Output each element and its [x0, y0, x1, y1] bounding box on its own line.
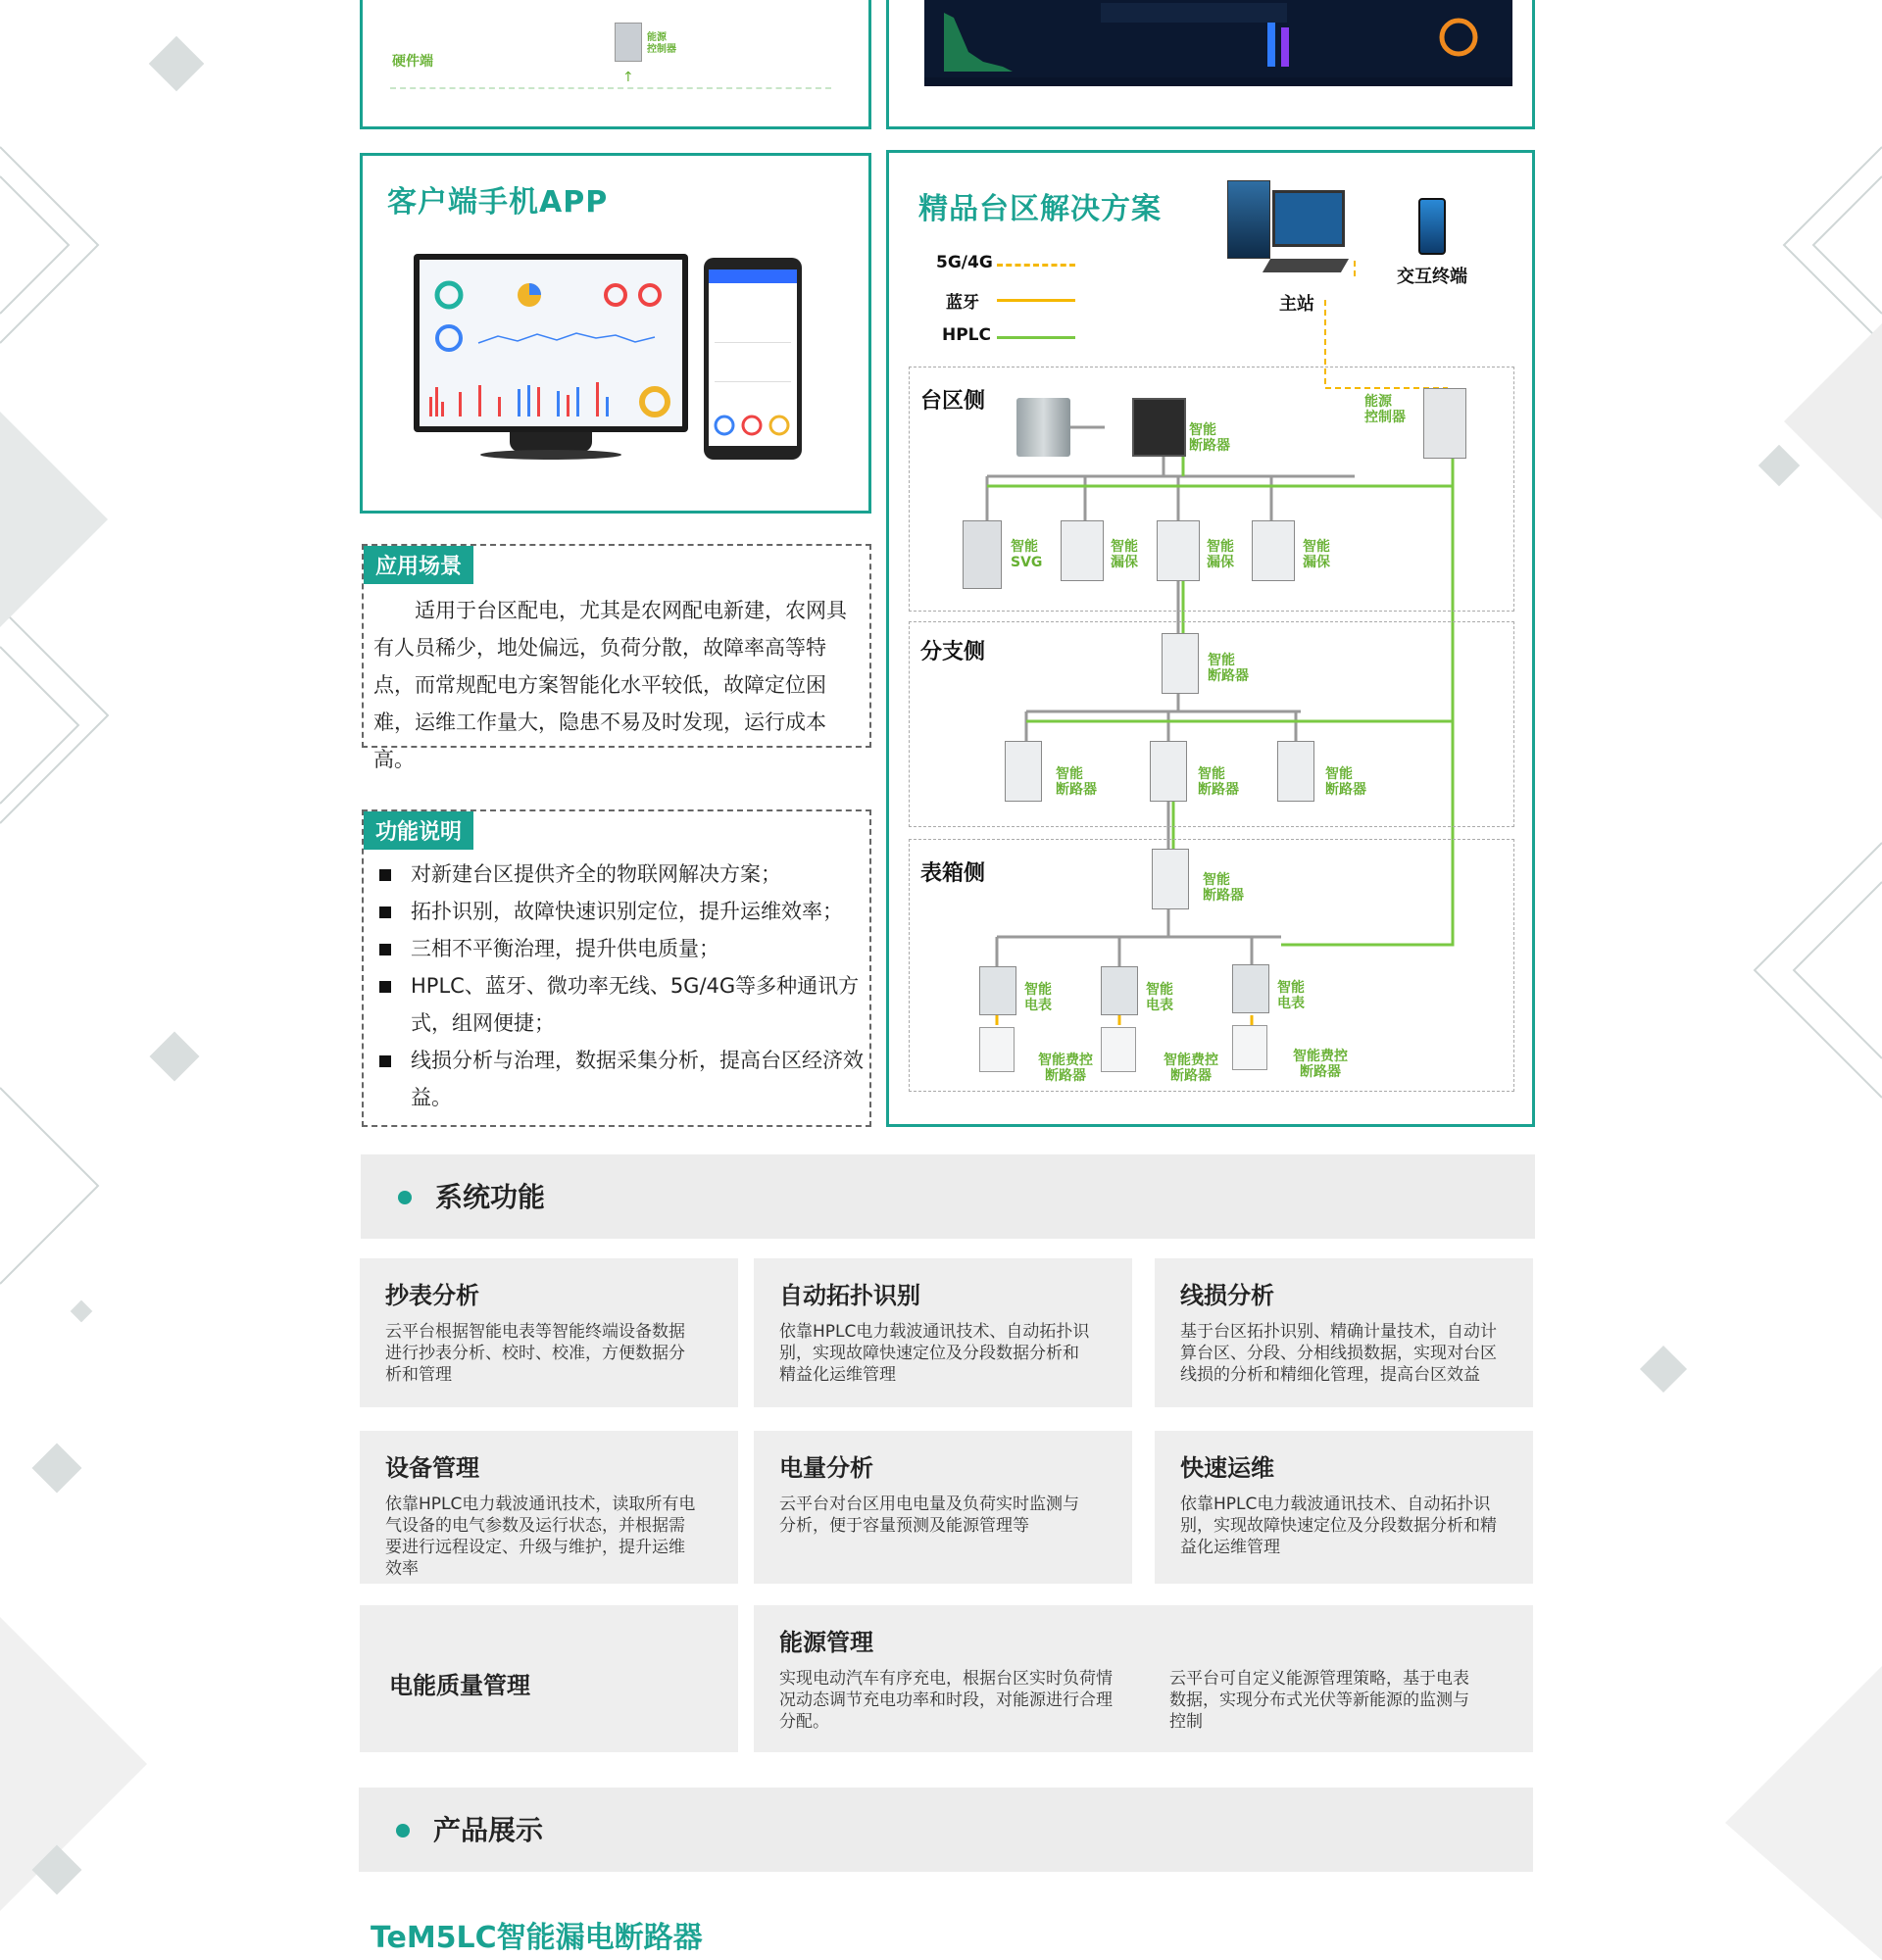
system-functions-header — [361, 1154, 1535, 1239]
box-breaker-label: 智能 断路器 — [1203, 872, 1244, 904]
app-panel-title: 客户端手机APP — [387, 185, 609, 220]
feature-item: 线损分析与治理，数据采集分析，提高台区经济效益。 — [364, 1042, 864, 1116]
function-card-title: 电量分析 — [779, 1454, 873, 1482]
smart-meter-1-icon — [979, 966, 1016, 1015]
function-card-desc: 依靠HPLC电力载波通讯技术，读取所有电气设备的电气参数及运行状态，并根据需要进行远程设定、升级与维护，提升运维效率 — [385, 1494, 696, 1579]
monitor-base — [480, 450, 621, 460]
box-breaker-icon — [1152, 849, 1189, 909]
function-card-desc-2: 云平台可自定义能源管理策略，基于电表数据，实现分布式光伏等新能源的监测与控制 — [1169, 1669, 1469, 1732]
energy-controller-label: 能源 控制器 — [1364, 394, 1406, 425]
monitor-image — [414, 254, 688, 432]
function-card-desc: 依靠HPLC电力载波通讯技术、自动拓扑识别，实现故障快速定位及分段数据分析和精益化运维管理 — [1180, 1494, 1497, 1557]
function-card-wide — [754, 1605, 1533, 1752]
feature-item: HPLC、蓝牙、微功率无线、5G/4G等多种通讯方式，组网便捷； — [364, 967, 864, 1042]
branch-breaker-1-label: 智能 断路器 — [1056, 766, 1097, 798]
feature-item: 三相不平衡治理，提升供电质量； — [364, 930, 864, 967]
branch-breaker-2-label: 智能 断路器 — [1198, 766, 1239, 798]
function-card-desc: 基于台区拓扑识别、精确计量技术，自动计算台区、分段、分相线损数据，实现对台区线损的分析和精细化管理，提高台区效益 — [1180, 1322, 1497, 1385]
function-card-title: 自动拓扑识别 — [779, 1282, 920, 1309]
product-display-header — [359, 1788, 1533, 1872]
feature-item: 拓扑识别，故障快速识别定位，提升运维效率； — [364, 893, 864, 930]
svg-label: 智能 SVG — [1011, 539, 1043, 570]
monitor-screen-graphics — [420, 260, 682, 426]
monitor-stand — [510, 432, 592, 452]
function-card-desc: 云平台对台区用电电量及负荷实时监测与分析，便于容量预测及能源管理等 — [779, 1494, 1079, 1536]
fee-breaker-3-icon — [1232, 1025, 1267, 1070]
app-panel — [360, 153, 871, 514]
features-list — [364, 856, 864, 1116]
zone-taiqu-label: 台区侧 — [920, 389, 986, 414]
function-card — [754, 1258, 1132, 1407]
leakage-3-label: 智能 漏保 — [1303, 539, 1330, 570]
master-station-label: 主站 — [1279, 294, 1314, 315]
function-card — [754, 1431, 1132, 1584]
dashboard-panel — [886, 0, 1535, 129]
smart-meter-3-label: 智能 电表 — [1277, 980, 1305, 1011]
function-card — [1155, 1431, 1533, 1584]
energy-controller-icon — [1423, 388, 1466, 459]
zone-fenzhi-label: 分支侧 — [920, 640, 986, 664]
smart-meter-2-label: 智能 电表 — [1146, 982, 1173, 1013]
bullet-dot-icon — [398, 1191, 412, 1204]
scenario-tag: 应用场景 — [364, 546, 473, 584]
smart-meter-1-label: 智能 电表 — [1024, 982, 1052, 1013]
function-card-title: 电能质量管理 — [389, 1672, 530, 1699]
energy-controller-device — [615, 23, 642, 62]
transformer-icon — [1016, 398, 1070, 457]
main-breaker-icon — [1132, 398, 1186, 457]
svg-cabinet-icon — [963, 520, 1002, 589]
function-card-desc: 实现电动汽车有序充电，根据台区实时负荷情况动态调节充电功率和时段，对能源进行合理分配。 — [779, 1669, 1113, 1732]
function-card-title: 快速运维 — [1180, 1454, 1274, 1482]
function-card-desc: 依靠HPLC电力载波通讯技术、自动拓扑识别，实现故障快速定位及分段数据分析和精益化运维管理 — [779, 1322, 1090, 1385]
function-card — [360, 1258, 738, 1407]
legend-5g-label: 5G/4G — [936, 253, 993, 272]
function-card-title: 线损分析 — [1180, 1282, 1274, 1309]
product-name: TeM5LC智能漏电断路器 — [371, 1921, 703, 1955]
fee-breaker-2-icon — [1101, 1027, 1136, 1072]
product-display-title: 产品展示 — [433, 1814, 544, 1846]
zone-biaoxiang-label: 表箱侧 — [920, 861, 986, 886]
dashboard-screenshot — [924, 0, 1512, 86]
monitor-screen — [420, 260, 682, 426]
dashboard-graphics — [924, 0, 1512, 86]
bullet-dot-icon — [396, 1824, 410, 1838]
feature-item: 对新建台区提供齐全的物联网解决方案； — [364, 856, 864, 893]
branch-breaker-icon — [1162, 633, 1199, 694]
smart-meter-2-icon — [1101, 966, 1138, 1015]
scenario-text: 适用于台区配电，尤其是农网配电新建，农网具有人员稀少，地处偏远，负荷分散，故障率高等特点，而常规配电方案智能化水平较低，故障定位困难，运维工作量大，隐患不易及时发现，运行成本高。 — [373, 599, 847, 771]
branch-breaker-3-label: 智能 断路器 — [1325, 766, 1366, 798]
hardware-label: 硬件端 — [392, 54, 433, 70]
function-card-title: 抄表分析 — [385, 1282, 479, 1309]
leakage-2-label: 智能 漏保 — [1207, 539, 1234, 570]
leakage-1-label: 智能 漏保 — [1111, 539, 1138, 570]
solution-panel-title: 精品台区解决方案 — [918, 192, 1162, 226]
legend-bluetooth-label: 蓝牙 — [946, 293, 979, 313]
system-functions-title: 系统功能 — [435, 1181, 546, 1213]
leakage-breaker-3-icon — [1252, 520, 1295, 581]
phone-screen-graphics — [709, 283, 797, 446]
branch-breaker-3-icon — [1277, 741, 1314, 802]
fee-breaker-1-icon — [979, 1027, 1015, 1072]
branch-breaker-2-icon — [1150, 741, 1187, 802]
energy-controller-label: 能源 控制器 — [647, 32, 676, 55]
main-breaker-label: 智能 断路器 — [1189, 422, 1230, 454]
phone-image — [704, 258, 802, 460]
function-card — [1155, 1258, 1533, 1407]
function-card — [360, 1605, 738, 1752]
phone-screen — [709, 270, 797, 446]
smart-meter-3-icon — [1232, 964, 1269, 1013]
dash-divider — [390, 87, 831, 89]
hardware-panel — [360, 0, 871, 129]
legend-hplc-label: HPLC — [942, 325, 991, 345]
fee-breaker-2-label: 智能费控 断路器 — [1164, 1053, 1218, 1084]
function-card-title: 能源管理 — [779, 1629, 873, 1656]
arrow-up-icon: ↑ — [622, 70, 634, 85]
function-card — [360, 1431, 738, 1584]
branch-breaker-1-icon — [1005, 741, 1042, 802]
leakage-breaker-2-icon — [1157, 520, 1200, 581]
function-card-title: 设备管理 — [385, 1454, 479, 1482]
terminal-label: 交互终端 — [1397, 267, 1467, 287]
fee-breaker-3-label: 智能费控 断路器 — [1293, 1049, 1348, 1080]
features-tag: 功能说明 — [364, 811, 473, 850]
solution-panel — [886, 150, 1535, 1127]
function-card-desc: 云平台根据智能电表等智能终端设备数据进行抄表分析、校时、校准，方便数据分析和管理 — [385, 1322, 685, 1385]
leakage-breaker-1-icon — [1061, 520, 1104, 581]
fee-breaker-1-label: 智能费控 断路器 — [1038, 1053, 1093, 1084]
branch-breaker-label: 智能 断路器 — [1208, 653, 1249, 684]
